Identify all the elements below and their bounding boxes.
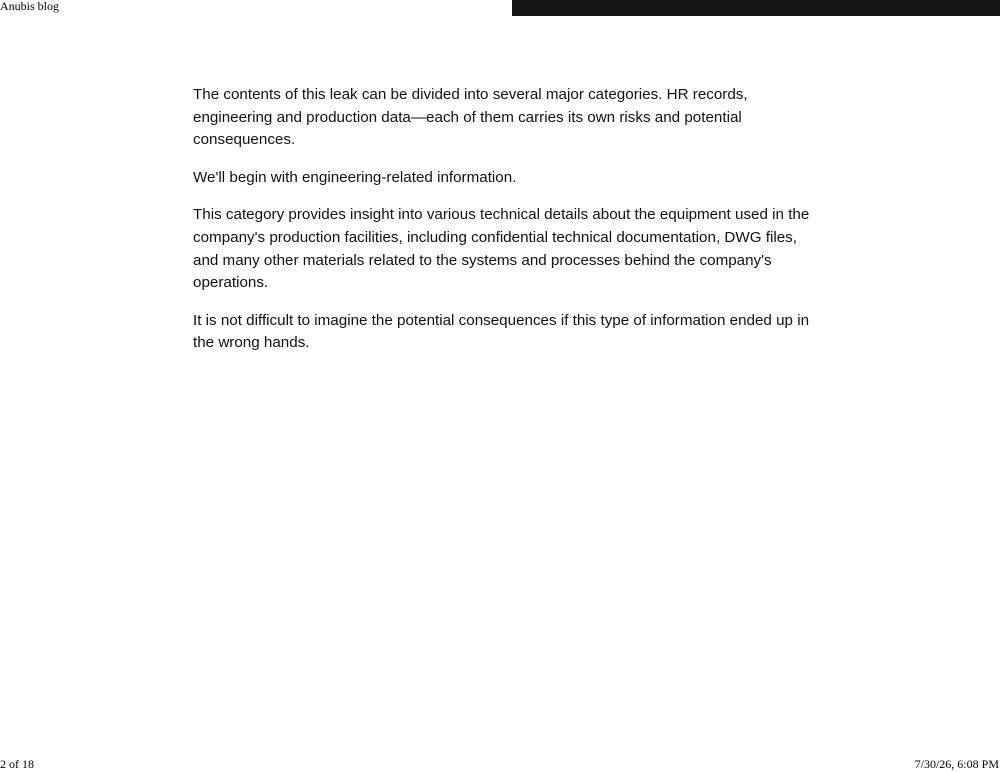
top-bar <box>512 0 1000 16</box>
article-paragraph: We'll begin with engineering-related information. <box>193 168 517 186</box>
print-header-title: Anubis blog <box>0 0 60 13</box>
article-body <box>193 84 813 370</box>
page-indicator: 2 of 18 <box>0 757 34 771</box>
article-paragraph: This category provides insight into various technical details about the equipment used in the company's production facilities, including confidential technical documentation, DWG files, and many other materials related to the systems and processes behind the company's operations. <box>193 206 810 292</box>
article-paragraph: It is not difficult to imagine the potential consequences if this type of information ended up in the wrong hands. <box>193 311 810 352</box>
print-timestamp: 7/30/26, 6:08 PM <box>914 757 999 771</box>
article-paragraph: The contents of this leak can be divided into several major categories. HR records, engineering and production data—each of them carries its own risks and potential consequences. <box>193 86 748 149</box>
